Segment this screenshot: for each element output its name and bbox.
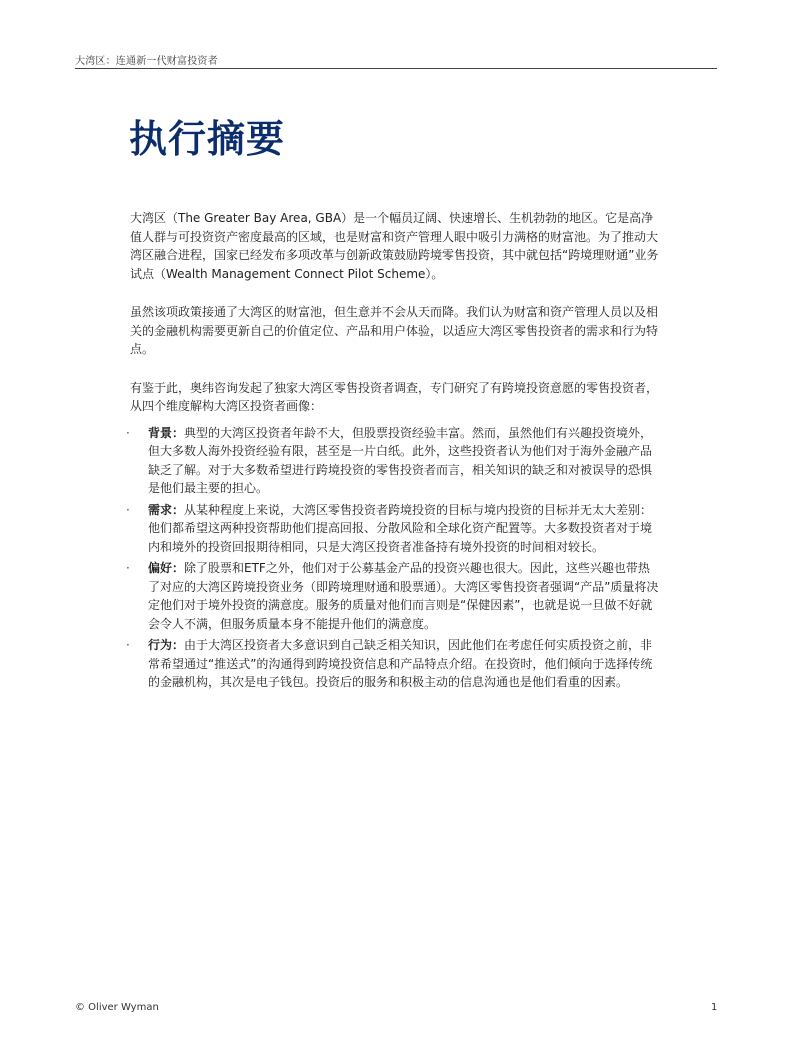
bullet-list (126, 424, 660, 692)
bullet-item-background (126, 424, 660, 498)
header-divider (75, 68, 717, 69)
bullet-text: 从某种程度上来说，大湾区零售投资者跨境投资的目标与境内投资的目标并无太大差别：他们都希望这两种投资帮助他们提高回报、分散风险和全球化资产配置等。大多数投资者对于境内和境外的投资回报期待相同，只是大湾区投资者准备持有境外投资的时间相对较长。 (148, 502, 653, 554)
bullet-term: 需求： (148, 502, 185, 517)
paragraph-intro-gba: 大湾区（The Greater Bay Area, GBA）是一个幅员辽阔、快速增长、生机勃勃的地区。它是高净值人群与可投资资产密度最高的区域，也是财富和资产管理人眼中吸引力满格的财富池。为了推动大湾区融合进程，国家已经发布多项改革与创新政策鼓励跨境零售投资，其中就包括“跨境理财通”业务试点（Wealth Management Connect Pilot Scheme）。 (130, 211, 659, 281)
bullet-item-needs (126, 501, 660, 557)
running-header: 大湾区：连通新一代财富投资者 (75, 56, 218, 67)
bullet-marker: · (126, 425, 130, 440)
bullet-text: 典型的大湾区投资者年龄不大，但股票投资经验丰富。然而，虽然他们有兴趣投资境外，但大多数人海外投资经验有限，甚至是一片白纸。此外，这些投资者认为他们对于海外金融产品缺乏了解。对于大多数希望进行跨境投资的零售投资者而言，相关知识的缺乏和对被误导的恐惧是他们最主要的担心。 (148, 425, 653, 495)
bullet-term: 行为： (148, 638, 185, 652)
body-copy (126, 209, 660, 695)
bullet-item-behavior (126, 636, 660, 692)
bullet-item-preferences (126, 559, 660, 633)
page-title: 执行摘要 (129, 117, 286, 161)
bullet-text: 由于大湾区投资者大多意识到自己缺乏相关知识，因此他们在考虑任何实质投资之前，非常希望通过“推送式”的沟通得到跨境投资信息和产品特点介绍。在投资时，他们倾向于选择传统的金融机构，其次是电子钱包。投资后的服务和积极主动的信息沟通也是他们看重的因素。 (148, 638, 653, 689)
bullet-text: 除了股票和ETF之外，他们对于公募基金产品的投资兴趣也很大。因此，这些兴趣也带热了对应的大湾区跨境投资业务（即跨境理财通和股票通）。大湾区零售投资者强调“产品”质量将决定他们对于境外投资的满意度。服务的质量对他们而言则是“保健因素”，也就是说一旦做不好就会令人不满，但服务质量本身不能提升他们的满意度。 (148, 561, 659, 631)
bullet-marker: · (126, 561, 130, 575)
footer-copyright: © Oliver Wyman (75, 1002, 159, 1013)
bullet-marker: · (126, 502, 130, 517)
bullet-term: 偏好： (148, 561, 185, 575)
page-number: 1 (711, 1002, 718, 1013)
paragraph-survey: 有鉴于此，奥纬咨询发起了独家大湾区零售投资者调查，专门研究了有跨境投资意愿的零售投资者，从四个维度解构大湾区投资者画像： (130, 380, 659, 413)
paragraph-policy: 虽然该项政策接通了大湾区的财富池，但生意并不会从天而降。我们认为财富和资产管理人员以及相关的金融机构需要更新自己的价值定位、产品和用户体验，以适应大湾区零售投资者的需求和行为特点。 (130, 305, 659, 356)
bullet-marker: · (126, 638, 130, 652)
bullet-term: 背景： (148, 425, 185, 440)
